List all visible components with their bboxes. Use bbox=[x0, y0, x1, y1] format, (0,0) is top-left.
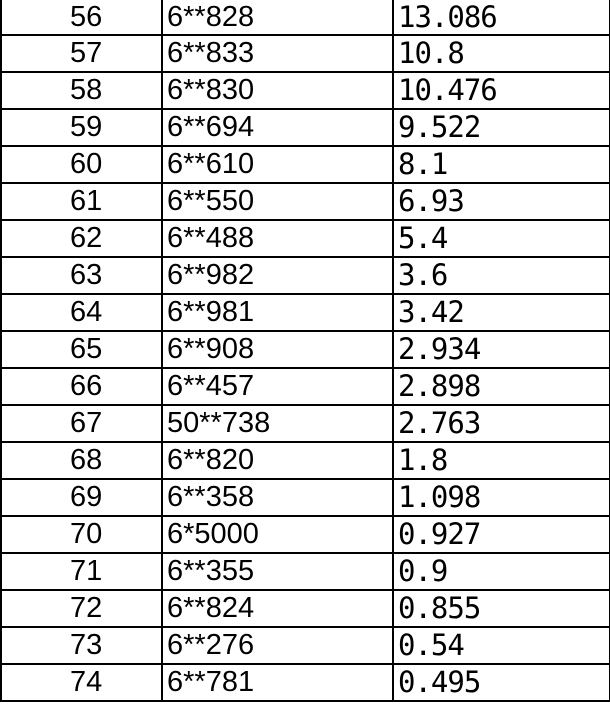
value-cell[interactable]: 3.6 bbox=[393, 257, 610, 294]
table-row bbox=[1, 664, 610, 701]
rank-cell[interactable]: 56 bbox=[1, 0, 162, 35]
value-cell[interactable]: 2.898 bbox=[393, 368, 610, 405]
table-row bbox=[1, 294, 610, 331]
id-cell[interactable]: 6**457 bbox=[162, 368, 393, 405]
rank-cell[interactable]: 60 bbox=[1, 146, 162, 183]
value-cell[interactable]: 13.086 bbox=[393, 0, 610, 35]
id-cell[interactable]: 6**358 bbox=[162, 479, 393, 516]
ranking-table-body bbox=[1, 0, 610, 701]
id-cell[interactable]: 6**828 bbox=[162, 0, 393, 35]
rank-cell[interactable]: 69 bbox=[1, 479, 162, 516]
table-row bbox=[1, 220, 610, 257]
id-cell[interactable]: 6**981 bbox=[162, 294, 393, 331]
table-row bbox=[1, 368, 610, 405]
id-cell[interactable]: 6**550 bbox=[162, 183, 393, 220]
value-cell[interactable]: 2.763 bbox=[393, 405, 610, 442]
rank-cell[interactable]: 74 bbox=[1, 664, 162, 701]
rank-cell[interactable]: 67 bbox=[1, 405, 162, 442]
table-row bbox=[1, 627, 610, 664]
table-row bbox=[1, 35, 610, 72]
rank-cell[interactable]: 68 bbox=[1, 442, 162, 479]
rank-cell[interactable]: 62 bbox=[1, 220, 162, 257]
value-cell[interactable]: 1.8 bbox=[393, 442, 610, 479]
rank-cell[interactable]: 65 bbox=[1, 331, 162, 368]
table-row bbox=[1, 109, 610, 146]
id-cell[interactable]: 50**738 bbox=[162, 405, 393, 442]
id-cell[interactable]: 6**908 bbox=[162, 331, 393, 368]
rank-cell[interactable]: 71 bbox=[1, 553, 162, 590]
table-row bbox=[1, 479, 610, 516]
id-cell[interactable]: 6**820 bbox=[162, 442, 393, 479]
id-cell[interactable]: 6**610 bbox=[162, 146, 393, 183]
id-cell[interactable]: 6**781 bbox=[162, 664, 393, 701]
value-cell[interactable]: 0.927 bbox=[393, 516, 610, 553]
value-cell[interactable]: 10.476 bbox=[393, 72, 610, 109]
value-cell[interactable]: 8.1 bbox=[393, 146, 610, 183]
value-cell[interactable]: 10.8 bbox=[393, 35, 610, 72]
rank-cell[interactable]: 70 bbox=[1, 516, 162, 553]
value-cell[interactable]: 5.4 bbox=[393, 220, 610, 257]
rank-cell[interactable]: 61 bbox=[1, 183, 162, 220]
id-cell[interactable]: 6**488 bbox=[162, 220, 393, 257]
value-cell[interactable]: 0.9 bbox=[393, 553, 610, 590]
table-row bbox=[1, 590, 610, 627]
rank-cell[interactable]: 73 bbox=[1, 627, 162, 664]
table-row bbox=[1, 331, 610, 368]
rank-cell[interactable]: 66 bbox=[1, 368, 162, 405]
value-cell[interactable]: 0.855 bbox=[393, 590, 610, 627]
value-cell[interactable]: 1.098 bbox=[393, 479, 610, 516]
table-row bbox=[1, 405, 610, 442]
rank-cell[interactable]: 58 bbox=[1, 72, 162, 109]
rank-cell[interactable]: 63 bbox=[1, 257, 162, 294]
rank-cell[interactable]: 64 bbox=[1, 294, 162, 331]
table-row bbox=[1, 146, 610, 183]
rank-cell[interactable]: 72 bbox=[1, 590, 162, 627]
rank-cell[interactable]: 59 bbox=[1, 109, 162, 146]
id-cell[interactable]: 6**694 bbox=[162, 109, 393, 146]
value-cell[interactable]: 0.54 bbox=[393, 627, 610, 664]
id-cell[interactable]: 6**833 bbox=[162, 35, 393, 72]
value-cell[interactable]: 9.522 bbox=[393, 109, 610, 146]
id-cell[interactable]: 6**355 bbox=[162, 553, 393, 590]
id-cell[interactable]: 6**830 bbox=[162, 72, 393, 109]
id-cell[interactable]: 6**824 bbox=[162, 590, 393, 627]
table-row bbox=[1, 257, 610, 294]
table-row bbox=[1, 0, 610, 35]
id-cell[interactable]: 6*5000 bbox=[162, 516, 393, 553]
table-row bbox=[1, 553, 610, 590]
table-row bbox=[1, 72, 610, 109]
rank-cell[interactable]: 57 bbox=[1, 35, 162, 72]
table-row bbox=[1, 442, 610, 479]
value-cell[interactable]: 2.934 bbox=[393, 331, 610, 368]
value-cell[interactable]: 6.93 bbox=[393, 183, 610, 220]
value-cell[interactable]: 3.42 bbox=[393, 294, 610, 331]
id-cell[interactable]: 6**276 bbox=[162, 627, 393, 664]
value-cell[interactable]: 0.495 bbox=[393, 664, 610, 701]
id-cell[interactable]: 6**982 bbox=[162, 257, 393, 294]
table-row bbox=[1, 516, 610, 553]
table-row bbox=[1, 183, 610, 220]
